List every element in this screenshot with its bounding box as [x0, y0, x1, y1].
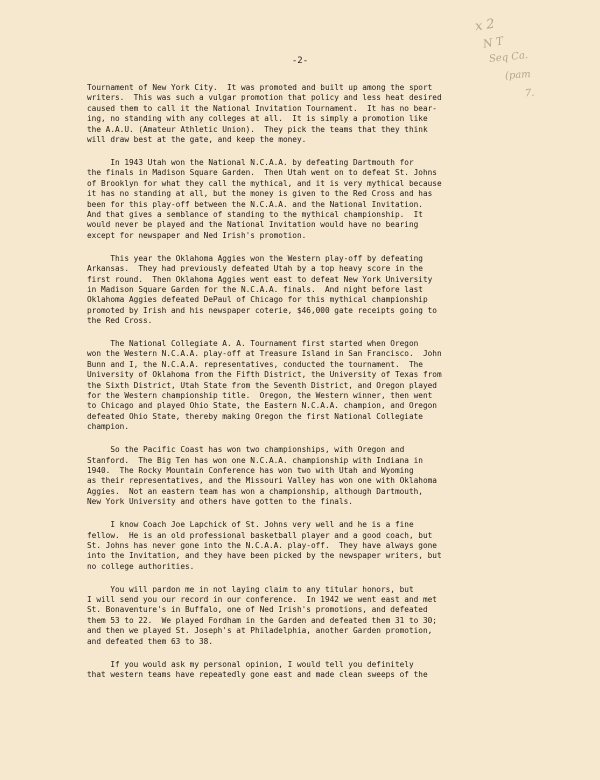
- text-line: been for this play-off between the N.C.A.A. and the National Invitation.: [87, 199, 423, 209]
- text-line: And that gives a semblance of standing to the mythical championship. It: [87, 209, 423, 219]
- margin-note: (pam: [504, 69, 532, 82]
- text-line: the Red Cross.: [87, 316, 153, 326]
- text-line: Oklahoma Aggies defeated DePaul of Chicago for this mythical championship: [87, 295, 428, 305]
- text-line: and then we played St. Joseph's at Philadelphia, another Garden promotion,: [87, 626, 433, 636]
- text-line: champion.: [87, 422, 129, 432]
- text-line: The National Collegiate A. A. Tournament first started when Oregon: [87, 339, 419, 349]
- text-line: first round. Then Oklahoma Aggies went east to defeat New York University: [87, 274, 433, 284]
- text-line: So the Pacific Coast has won two championships, with Oregon and: [87, 445, 405, 455]
- text-line: Aggies. Not an eastern team has won a championship, although Dartmouth,: [87, 486, 423, 496]
- text-line: In 1943 Utah won the National N.C.A.A. by defeating Dartmouth for: [87, 157, 414, 167]
- text-line: the finals in Madison Square Garden. Then Utah went on to defeat St. Johns: [87, 168, 437, 178]
- text-line: and defeated them 63 to 38.: [87, 636, 213, 646]
- text-line: in Madison Square Garden for the N.C.A.A. finals. And night before last: [87, 284, 423, 294]
- letter-body: [87, 83, 537, 693]
- text-line: 1940. The Rocky Mountain Conference has won two with Utah and Wyoming: [87, 466, 414, 475]
- paragraph: [87, 520, 537, 572]
- page-number: -2-: [291, 56, 309, 66]
- text-line: Bunn and I, the N.C.A.A. representatives, conducted the tournament. The: [87, 359, 423, 369]
- text-line: would never be played and the National Invitation would have no bearing: [87, 220, 419, 230]
- text-line: St. Bonaventure's in Buffalo, one of Ned Irish's promotions, and defeated: [87, 605, 428, 615]
- text-line: the A.A.U. (Amateur Athletic Union). They pick the teams that they think: [87, 124, 428, 134]
- text-line: writers. This was such a vulgar promotion that policy and less heat desired: [87, 93, 442, 103]
- margin-note: Seq Ca.: [488, 49, 529, 66]
- text-line: no college authorities.: [87, 561, 195, 571]
- text-line: fellow. He is an old professional basketball player and a good coach, but: [87, 530, 433, 540]
- paragraph: [87, 585, 537, 647]
- text-line: into the Invitation, and they have been picked by the newspaper writers, but: [87, 551, 442, 561]
- text-line: as their representatives, and the Missouri Valley has won one with Oklahoma: [87, 476, 437, 486]
- text-line: it has no standing at all, but the money is given to the Red Cross and has: [87, 189, 433, 199]
- text-line: University of Oklahoma from the Fifth District, the University of Texas from: [87, 370, 442, 380]
- text-line: promoted by Irish and his newspaper coterie, $46,000 gate receipts going to: [87, 305, 437, 315]
- text-line: St. Johns has never gone into the N.C.A.A. play-off. They have always gone: [87, 540, 437, 550]
- text-line: to Chicago and played Ohio State, the Eastern N.C.A.A. champion, and Oregon: [87, 401, 437, 411]
- paragraph: [87, 254, 537, 327]
- margin-note: x 2: [474, 16, 496, 35]
- text-line: If you would ask my personal opinion, I would tell you definitely: [87, 659, 414, 669]
- text-line: of Brooklyn for what they call the mythical, and it is very mythical because: [87, 178, 442, 188]
- text-line: Tournament of New York City. It was promoted and built up among the sport: [87, 83, 433, 92]
- text-line: will draw best at the gate, and keep the money.: [87, 135, 307, 145]
- margin-note: 7.: [524, 87, 535, 100]
- text-line: New York University and others have gotten to the finals.: [87, 497, 353, 507]
- text-line: except for newspaper and Ned Irish's promotion.: [87, 230, 307, 240]
- text-line: Stanford. The Big Ten has won one N.C.A.A. championship with Indiana in: [87, 455, 423, 465]
- text-line: Arkansas. They had previously defeated Utah by a top heavy score in the: [87, 264, 423, 274]
- paragraph: [87, 339, 537, 433]
- text-line: won the Western N.C.A.A. play-off at Treasure Island in San Francisco. John: [87, 349, 442, 359]
- paragraph: [87, 83, 537, 145]
- text-line: for the Western championship title. Oregon, the Western winner, then went: [87, 391, 433, 401]
- text-line: ing, no standing with any colleges at all. It is simply a promotion like: [87, 114, 428, 124]
- paragraph: [87, 158, 537, 241]
- text-line: the Sixth District, Utah State from the Seventh District, and Oregon played: [87, 380, 437, 390]
- text-line: I will send you our record in our conference. In 1942 we went east and met: [87, 595, 437, 605]
- text-line: I know Coach Joe Lapchick of St. Johns very well and he is a fine: [87, 520, 414, 530]
- text-line: defeated Ohio State, thereby making Oregon the first National Collegiate: [87, 411, 423, 421]
- text-line: caused them to call it the National Invitation Tournament. It has no bear-: [87, 103, 437, 113]
- text-line: that western teams have repeatedly gone east and made clean sweeps of the: [87, 670, 428, 679]
- margin-note: N T: [482, 34, 505, 51]
- paragraph: [87, 660, 537, 681]
- text-line: them 53 to 22. We played Fordham in the Garden and defeated them 31 to 30;: [87, 615, 437, 625]
- text-line: This year the Oklahoma Aggies won the Western play-off by defeating: [87, 253, 423, 263]
- text-line: You will pardon me in not laying claim to any titular honors, but: [87, 584, 414, 594]
- paragraph: [87, 445, 537, 507]
